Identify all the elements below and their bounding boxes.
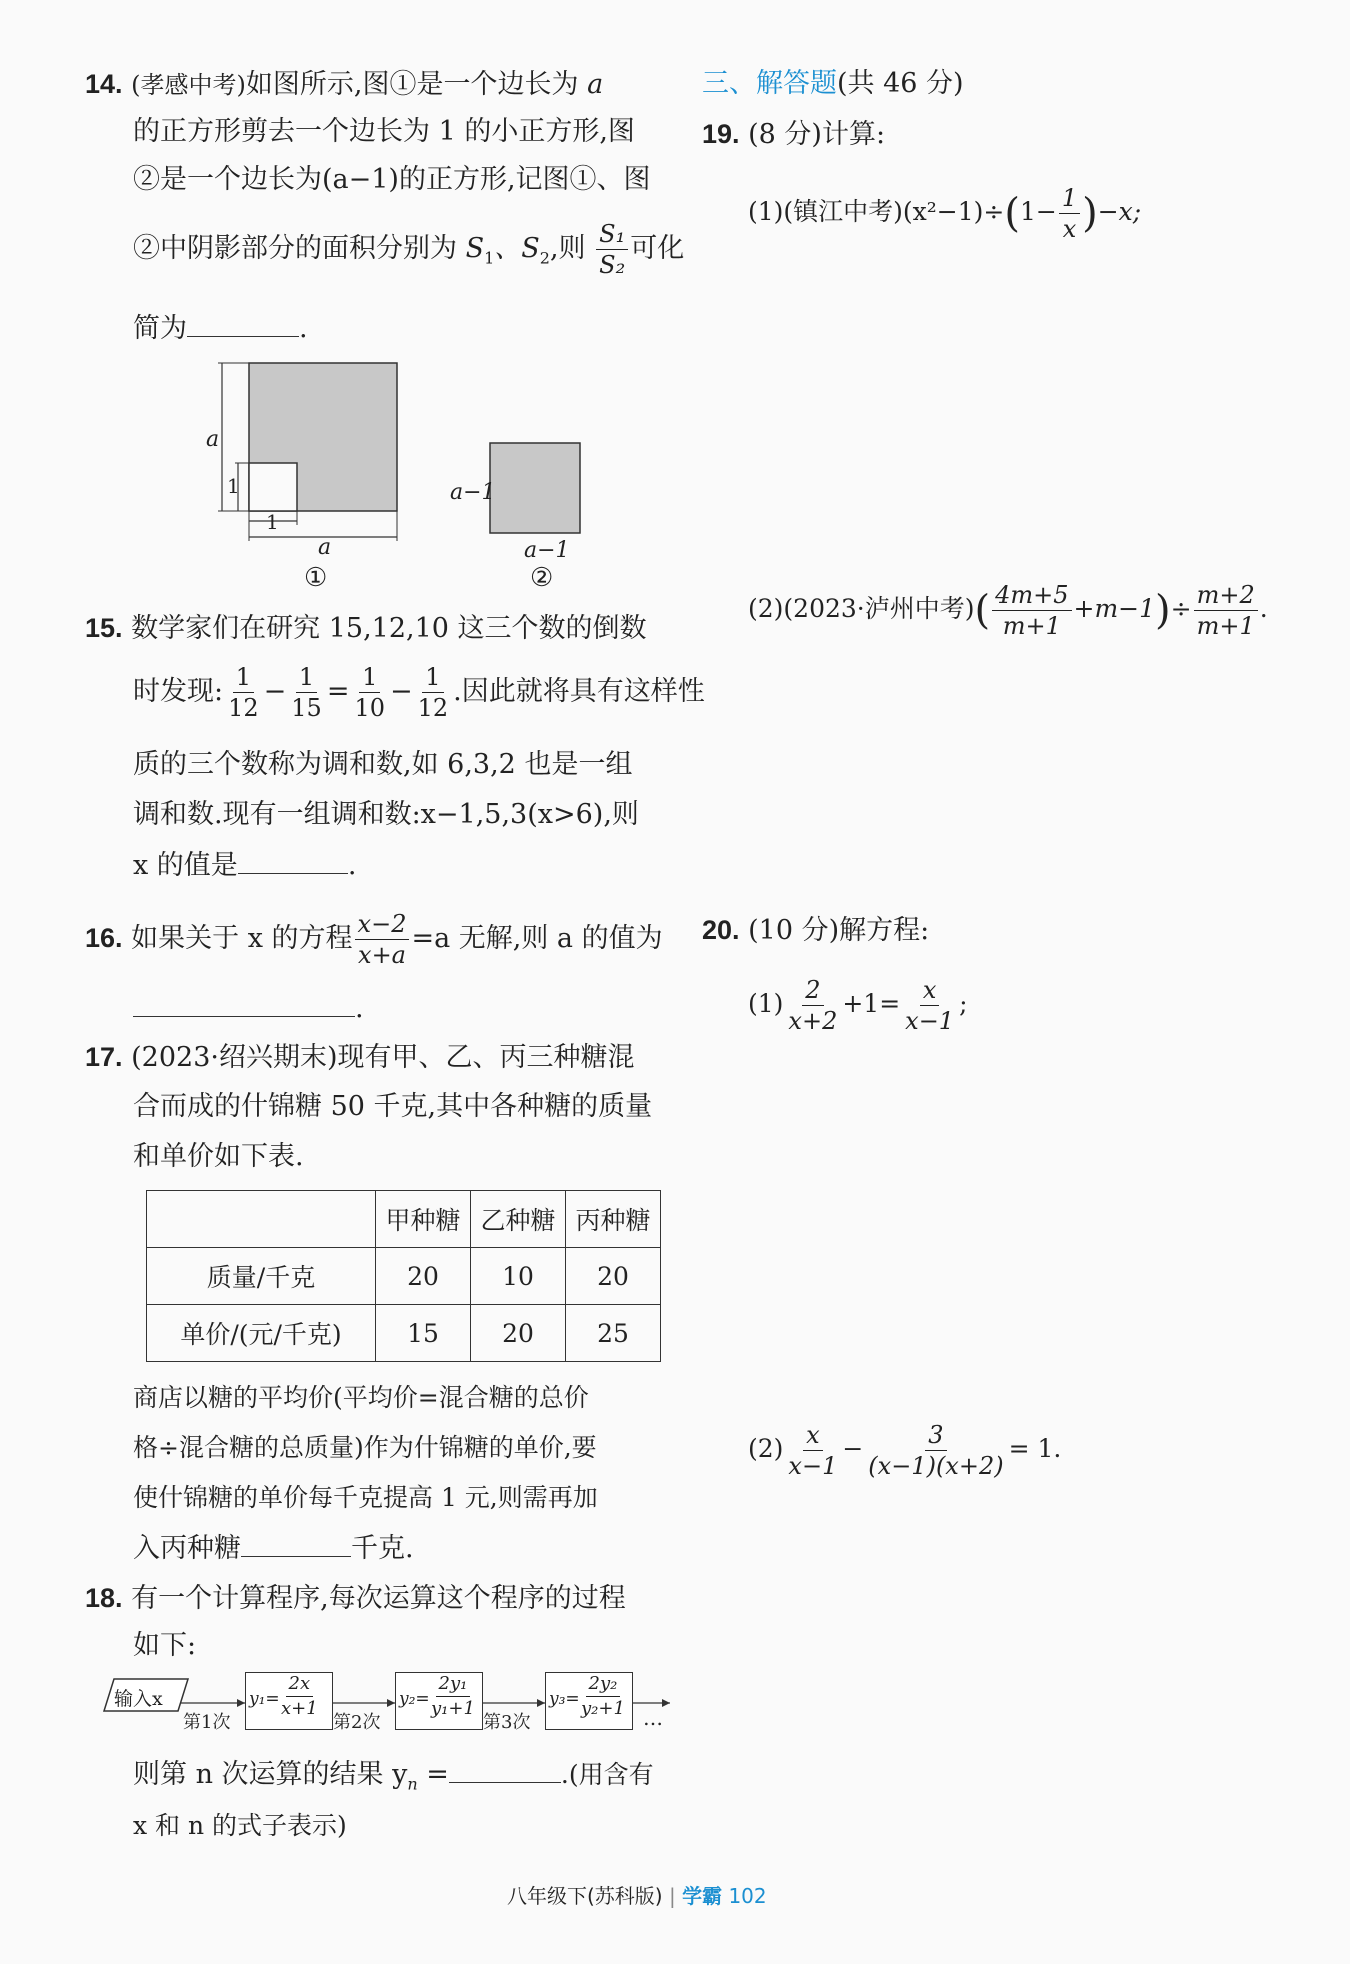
- q15-line1: 15. 数学家们在研究 15,12,10 这三个数的倒数: [85, 613, 647, 644]
- section-3-heading: [702, 66, 964, 102]
- table-cell: 20: [471, 1305, 566, 1362]
- table-header-cell: 甲种糖: [376, 1191, 471, 1248]
- section-title: 三、解答题: [702, 68, 837, 99]
- q14-line3: ②是一个边长为(a−1)的正方形,记图①、图: [133, 164, 651, 195]
- q15-number: 15.: [85, 613, 123, 643]
- q19-part1: (1)(镇江中考)(x²−1)÷(1− $\frac{1}{x}$ )−x;: [748, 184, 1142, 243]
- flow-step-2: 第2次: [333, 1712, 381, 1733]
- table-cell: 10: [471, 1248, 566, 1305]
- q14-var-a: a: [587, 69, 604, 100]
- q19-part2: (2)(2023·泸州中考)( $\frac{4m+5}{m+1}$ +m−1)÷ $\frac{m+2}{m+1}$ .: [748, 581, 1268, 640]
- fig2-label-bottom: a−1: [524, 538, 570, 563]
- q19-line1: 19. (8 分)计算:: [702, 119, 886, 150]
- q15-line2: 时发现: $\frac{1}{12}$ − $\frac{1}{15}$ = $\frac{1}{10}$ − $\frac{1}{12}$ .因此就将具有这样性: [133, 663, 705, 722]
- fig1-caption: ①: [304, 563, 328, 593]
- figure-1: [218, 363, 397, 541]
- q15-line4: 调和数.现有一组调和数:x−1,5,3(x>6),则: [133, 799, 639, 830]
- q15-answer-blank[interactable]: [238, 847, 348, 874]
- table-cell: 20: [566, 1248, 661, 1305]
- q14-text-1: 如图所示,图①是一个边长为: [245, 69, 579, 100]
- q17-line6: 使什锦糖的单价每千克提高 1 元,则需再加: [133, 1483, 598, 1512]
- flow-step-1: 第1次: [183, 1712, 231, 1733]
- table-header-cell: [147, 1191, 376, 1248]
- q14-line2: 的正方形剪去一个边长为 1 的小正方形,图: [133, 116, 635, 147]
- table-cell: 单价/(元/千克): [147, 1305, 376, 1362]
- flow-box-1: y₁= $\frac{2x}{x+1}$: [245, 1672, 333, 1730]
- table-header-cell: 乙种糖: [471, 1191, 566, 1248]
- q18-line1: 18. 有一个计算程序,每次运算这个程序的过程: [85, 1583, 626, 1614]
- q14-fraction: $\frac{\text{S₁}}{\text{S₂}}$: [596, 222, 628, 277]
- fig1-label-1-bottom: 1: [266, 510, 279, 534]
- flow-step-3: 第3次: [483, 1712, 531, 1733]
- q20-line1: 20. (10 分)解方程:: [702, 915, 930, 946]
- q14-number: 14.: [85, 69, 123, 99]
- q17-line1: 17. (2023·绍兴期末)现有甲、乙、丙三种糖混: [85, 1042, 635, 1073]
- q18-answer-blank[interactable]: [449, 1756, 561, 1783]
- footer-brand: 学霸: [682, 1884, 723, 1908]
- q16-line2: .: [133, 990, 364, 1027]
- q18-line2: 如下:: [133, 1630, 197, 1661]
- footer-separator: |: [668, 1884, 676, 1908]
- q17-line5: 格÷混合糖的总质量)作为什锦糖的单价,要: [133, 1433, 597, 1462]
- q15-line3: 质的三个数称为调和数,如 6,3,2 也是一组: [133, 749, 633, 780]
- q15-line5: x 的值是 .: [133, 847, 356, 884]
- table-cell: 质量/千克: [147, 1248, 376, 1305]
- fig1-label-1-left: 1: [227, 474, 240, 498]
- q16-line1: 16. 如果关于 x 的方程 $\frac{x-2}{x+a}$ =a 无解,则 a 的值为: [85, 910, 663, 969]
- q14-source: (孝感中考): [131, 71, 246, 99]
- fig1-label-a-left: a: [206, 427, 220, 452]
- q17-line7: 入丙种糖 千克.: [133, 1530, 414, 1567]
- q14-line5: 简为 .: [133, 310, 308, 347]
- q14-line1: [85, 66, 603, 103]
- page-footer: [507, 1880, 767, 1909]
- flow-box-2: y₂= $\frac{\text{2y₁}}{\text{y₁+1}}$: [395, 1672, 483, 1730]
- figure-2: [490, 443, 580, 533]
- fig1-label-a-bottom: a: [318, 535, 332, 560]
- q16-number: 16.: [85, 923, 123, 953]
- q18-line3: 则第 n 次运算的结果 $y_n$ = .(用含有: [133, 1756, 654, 1802]
- footer-grade: 八年级下(苏科版): [507, 1884, 663, 1908]
- table-cell: 25: [566, 1305, 661, 1362]
- table-header-row: [147, 1191, 661, 1248]
- q18-line4: x 和 n 的式子表示): [133, 1811, 347, 1840]
- table-row: [147, 1305, 661, 1362]
- flow-dots: …: [643, 1706, 663, 1730]
- candy-table: [146, 1190, 661, 1362]
- q14-line4: ②中阴影部分的面积分别为 $S_1$、$S_2$,则 $\frac{\text{S₁}}{\text{S₂}}$ 可化: [133, 220, 685, 279]
- q17-line4: 商店以糖的平均价(平均价=混合糖的总价: [133, 1383, 589, 1412]
- page-number: 102: [728, 1884, 767, 1908]
- table-row: [147, 1248, 661, 1305]
- q20-part2: (2) $\frac{x}{x-1}$ − $\frac{3}{(x-1)(x+2)}$ = 1.: [748, 1421, 1062, 1480]
- q17-answer-blank[interactable]: [241, 1530, 351, 1557]
- q17-line2: 合而成的什锦糖 50 千克,其中各种糖的质量: [133, 1091, 653, 1122]
- q14-answer-blank[interactable]: [187, 310, 299, 337]
- flow-input-label: 输入x: [114, 1688, 163, 1710]
- q19-number: 19.: [702, 119, 740, 149]
- table-cell: 20: [376, 1248, 471, 1305]
- fig2-caption: ②: [530, 563, 554, 593]
- q17-line3: 和单价如下表.: [133, 1141, 304, 1172]
- section-score: (共 46 分): [837, 68, 964, 99]
- fig2-label-left: a−1: [450, 480, 496, 505]
- table-cell: 15: [376, 1305, 471, 1362]
- q20-part1: (1) $\frac{2}{x+2}$ +1= $\frac{x}{x-1}$ ;: [748, 976, 968, 1035]
- q17-number: 17.: [85, 1042, 123, 1072]
- q16-answer-blank[interactable]: [133, 990, 355, 1017]
- flow-box-3: y₃= $\frac{\text{2y₂}}{\text{y₂+1}}$: [545, 1672, 633, 1730]
- table-header-cell: 丙种糖: [566, 1191, 661, 1248]
- q20-number: 20.: [702, 915, 740, 945]
- q18-number: 18.: [85, 1583, 123, 1613]
